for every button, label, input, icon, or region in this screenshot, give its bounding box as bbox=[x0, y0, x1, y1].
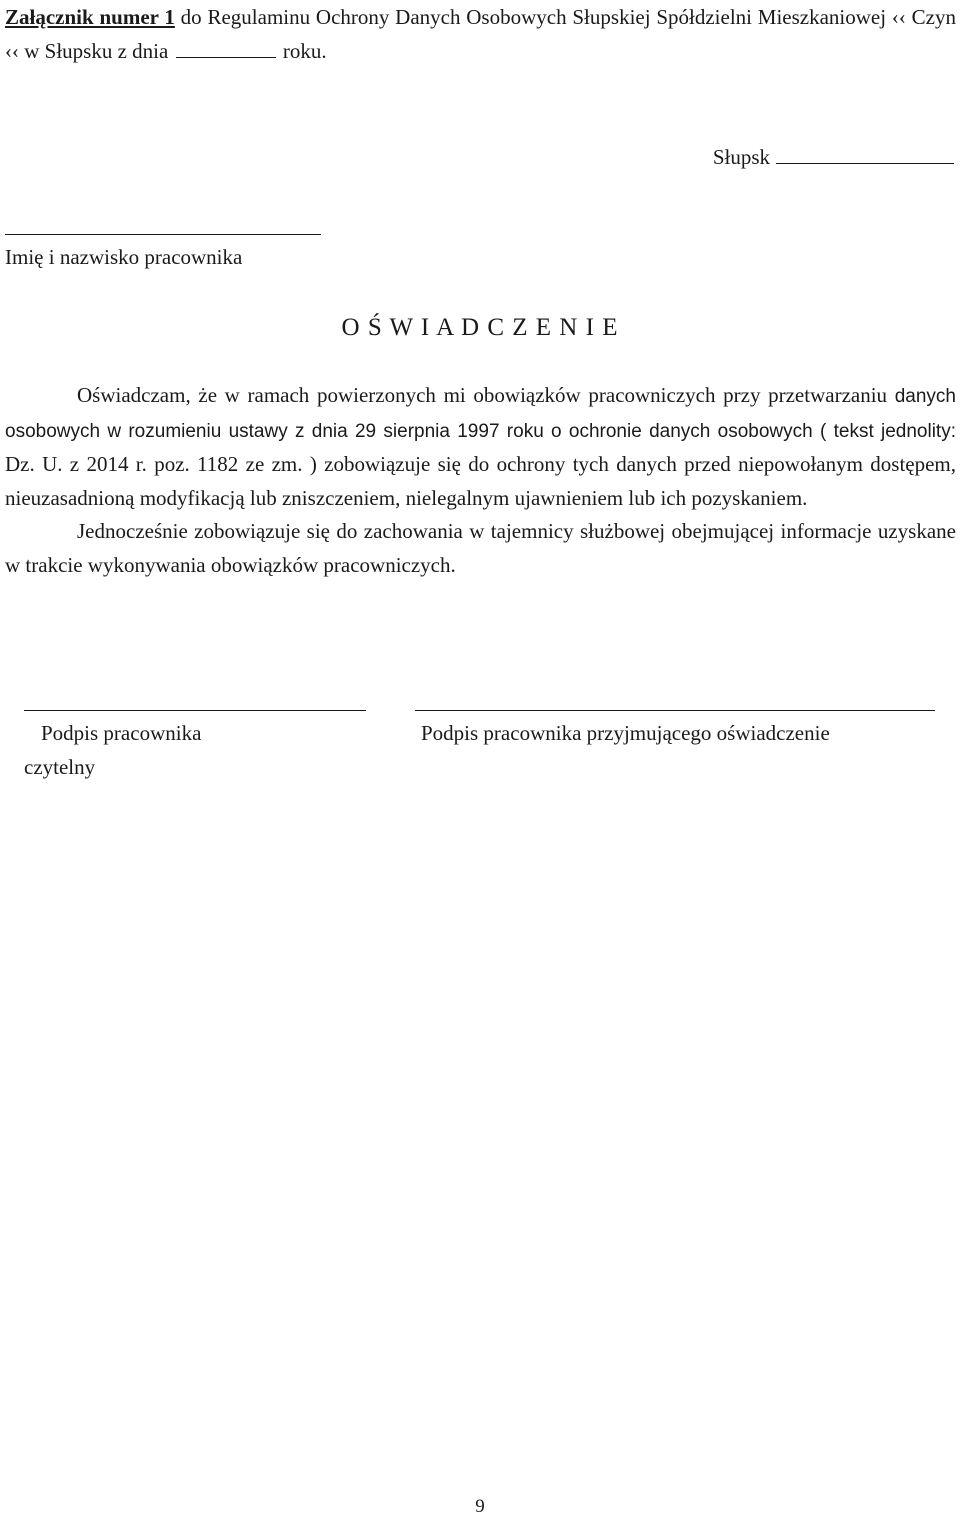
receiver-signature-label: Podpis pracownika przyjmującego oświadczenie bbox=[421, 721, 830, 745]
place-field bbox=[713, 142, 954, 172]
paragraph-1-part-a: Oświadczam, że w ramach powierzonych mi obowiązków pracowniczych przy przetwarzaniu bbox=[77, 383, 895, 407]
paragraph-1-part-b: danych osobowych w rozumieniu ustawy z dnia 29 sierpnia 1997 roku o ochronie danych osobowych ( tekst jednolity: bbox=[5, 386, 956, 442]
date-blank-line bbox=[176, 39, 276, 58]
declaration-paragraph-1 bbox=[5, 379, 956, 515]
page-number: 9 bbox=[475, 1496, 485, 1517]
header-text bbox=[5, 0, 956, 68]
employee-name-label: Imię i nazwisko pracownika bbox=[5, 245, 243, 269]
document-title: O Ś W I A D C Z E N I E bbox=[341, 314, 619, 341]
place-blank-line bbox=[776, 145, 954, 164]
employee-name-line bbox=[5, 234, 321, 235]
place-label: Słupsk bbox=[712, 145, 770, 169]
declaration-body bbox=[5, 379, 956, 583]
employee-signature-label-line-1: Podpis pracownika bbox=[41, 721, 202, 745]
employee-signature-label bbox=[24, 716, 264, 784]
header-body: do Regulaminu Ochrony Danych Osobowych Słupskiej Spółdzielni Mieszkaniowej ‹‹ Czyn ‹‹ w Słupsku z dnia bbox=[5, 5, 956, 63]
employee-signature-line bbox=[24, 710, 366, 711]
attachment-number: Załącznik numer 1 bbox=[5, 5, 175, 29]
paragraph-1-part-c: Dz. U. z 2014 r. poz. 1182 ze zm. ) zobowiązuje się do ochrony tych danych przed niepowołanym dostępem, nieuzasadnioną modyfikacją lub zniszczeniem, nielegalnym ujawnieniem lub ich pozyskaniem. bbox=[5, 452, 956, 510]
header-tail: roku. bbox=[282, 39, 327, 63]
declaration-paragraph-2: Jednocześnie zobowiązuje się do zachowania w tajemnicy służbowej obejmującej informacje uzyskane w trakcie wykonywania obowiązków pracowniczych. bbox=[5, 519, 956, 577]
receiver-signature-line bbox=[415, 710, 935, 711]
employee-signature-label-line-2: czytelny bbox=[24, 755, 96, 779]
